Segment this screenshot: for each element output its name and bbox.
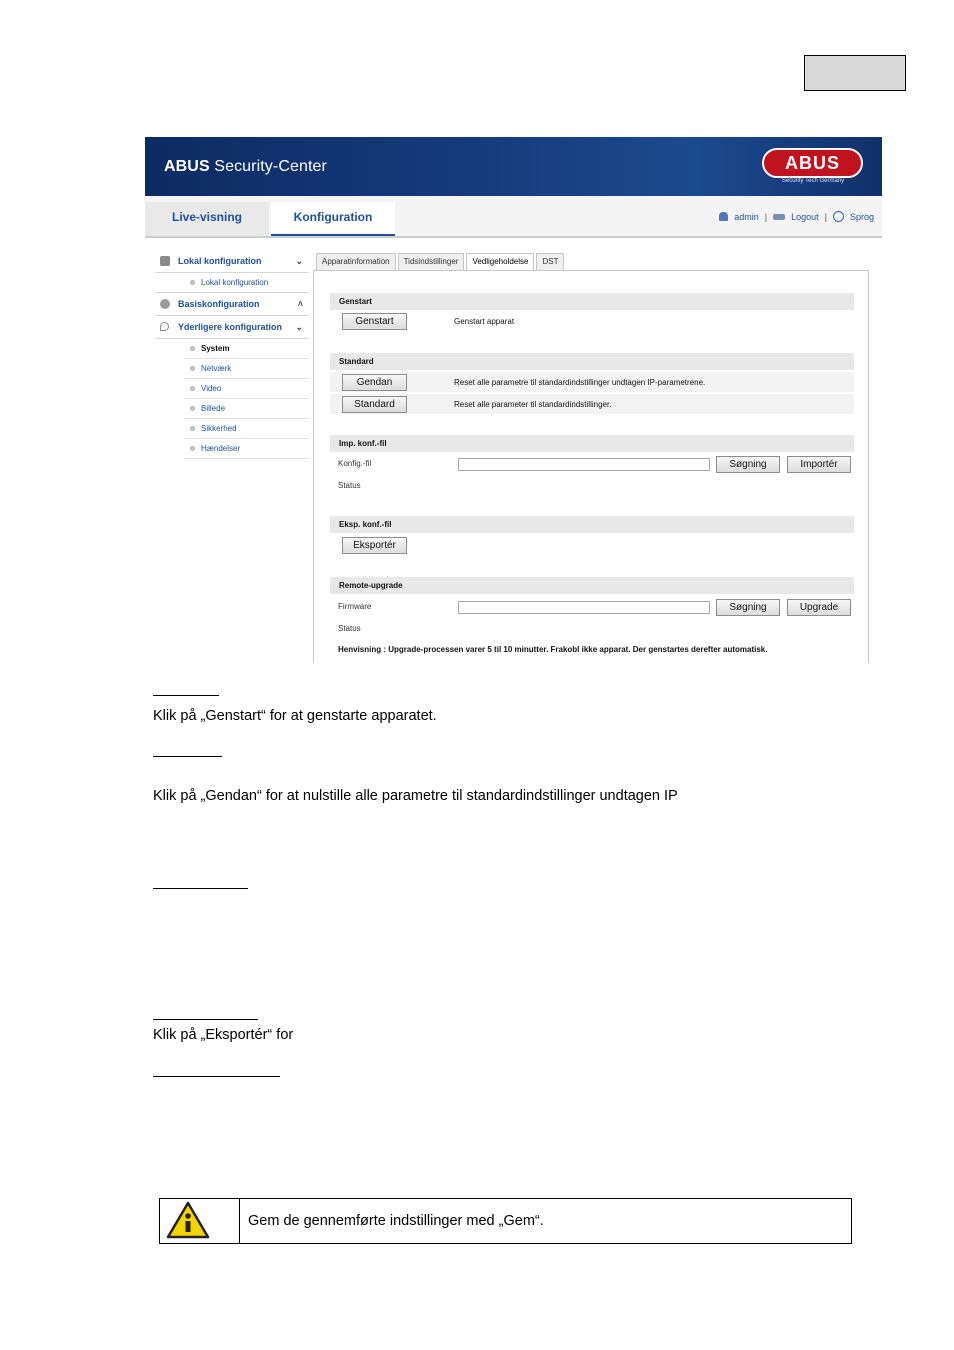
- heading-underline: [153, 756, 222, 757]
- logout-icon: [773, 214, 785, 220]
- upgrade-note: Henvisning : Upgrade-processen varer 5 til 10 minutter. Frakobl ikke apparat. Der genstartes derefter automatisk.: [338, 645, 768, 654]
- upgrade-status-label: Status: [338, 624, 361, 633]
- genstart-button[interactable]: Genstart: [342, 313, 407, 330]
- menu-basiskonfiguration[interactable]: [155, 292, 309, 316]
- section-import-config: Imp. konf.-fil: [330, 435, 854, 452]
- menu-label: Basiskonfiguration: [178, 299, 260, 309]
- tab-live-view[interactable]: Live-visning: [145, 202, 269, 236]
- monitor-icon: [160, 256, 170, 266]
- chevron-down-icon: ⌄: [295, 322, 303, 332]
- info-icon-cell: [160, 1199, 240, 1243]
- screenshot-frame: [145, 137, 882, 663]
- content-area: [313, 252, 869, 663]
- tab-configuration[interactable]: Konfiguration: [271, 202, 395, 236]
- section-export-config: Eksp. konf.-fil: [330, 516, 854, 533]
- config-file-label: Konfig.-fil: [338, 459, 372, 468]
- tab-apparatinformation[interactable]: Apparatinformation: [316, 253, 396, 271]
- maintenance-panel: [313, 270, 869, 663]
- abus-logo: ABUS: [762, 148, 863, 178]
- import-button[interactable]: Importér: [787, 456, 851, 473]
- heading-underline: [153, 888, 248, 889]
- standard-description: Reset alle parameter til standardindstillinger.: [454, 400, 612, 409]
- import-status-label: Status: [338, 481, 361, 490]
- section-standard: Standard: [330, 353, 854, 370]
- firmware-search-button[interactable]: Søgning: [716, 599, 780, 616]
- sidebar-item-netvaerk[interactable]: Netværk: [184, 359, 309, 379]
- heading-underline: [153, 1019, 258, 1020]
- language-link[interactable]: Sprog: [849, 211, 874, 222]
- separator: |: [764, 211, 768, 222]
- paragraph-genstart: Klik på „Genstart“ for at genstarte apparatet.: [153, 708, 437, 724]
- sidebar-item-lokal-konfiguration[interactable]: Lokal konfiguration: [184, 273, 309, 292]
- sidebar-menu: [155, 250, 309, 459]
- section-remote-upgrade: Remote-upgrade: [330, 577, 854, 594]
- tab-vedligeholdelse[interactable]: Vedligeholdelse: [466, 253, 534, 271]
- wrench-icon: [160, 322, 169, 331]
- menu-label: Lokal konfiguration: [178, 256, 262, 266]
- firmware-label: Firmware: [338, 602, 372, 611]
- abus-tagline: Security Tech Germany: [781, 178, 845, 184]
- gendan-button[interactable]: Gendan: [342, 374, 407, 391]
- top-navigation: [145, 196, 882, 237]
- gendan-description: Reset alle parametre til standardindstillinger undtagen IP-parametrene.: [454, 378, 706, 387]
- sidebar-item-billede[interactable]: Billede: [184, 399, 309, 419]
- warning-info-icon: [166, 1201, 210, 1239]
- language-label-box: [804, 55, 906, 91]
- chevron-up-icon: ˄: [297, 299, 303, 309]
- user-name: admin: [734, 211, 759, 222]
- divider: [145, 237, 882, 238]
- paragraph-eksporter: Klik på „Eksportér“ for: [153, 1027, 294, 1043]
- sidebar-item-video[interactable]: Video: [184, 379, 309, 399]
- heading-underline: [153, 1076, 280, 1077]
- menu-yderligere-konfiguration[interactable]: [155, 316, 309, 339]
- header-banner: [145, 137, 882, 196]
- menu-label: Yderligere konfiguration: [178, 322, 283, 332]
- logout-link[interactable]: Logout: [791, 211, 819, 222]
- chevron-down-icon: ⌄: [295, 256, 303, 266]
- tab-tidsindstillinger[interactable]: Tidsindstillinger: [398, 253, 465, 271]
- config-file-input[interactable]: [458, 458, 710, 471]
- separator: |: [824, 211, 827, 222]
- sidebar-item-haendelser[interactable]: Hændelser: [184, 439, 309, 459]
- tab-dst[interactable]: DST: [536, 253, 564, 271]
- sidebar-item-sikkerhed[interactable]: Sikkerhed: [184, 419, 309, 439]
- content-tabs: [316, 253, 566, 270]
- paragraph-gendan: Klik på „Gendan“ for at nulstille alle parametre til standardindstillinger undtagen IP: [153, 788, 678, 804]
- upgrade-button[interactable]: Upgrade: [787, 599, 851, 616]
- sidebar-item-system[interactable]: System: [184, 339, 309, 359]
- export-button[interactable]: Eksportér: [342, 537, 407, 554]
- heading-underline: [153, 695, 219, 696]
- user-icon: [719, 212, 728, 221]
- user-area: [719, 211, 874, 222]
- config-search-button[interactable]: Søgning: [716, 456, 780, 473]
- menu-lokal-konfiguration[interactable]: [155, 250, 309, 273]
- app-title: ABUS Security-Center: [164, 158, 327, 175]
- standard-button[interactable]: Standard: [342, 396, 407, 413]
- info-note-table: [159, 1198, 852, 1244]
- globe-icon: [833, 211, 844, 222]
- genstart-description: Genstart apparat: [454, 317, 515, 326]
- disk-icon: [160, 299, 170, 309]
- firmware-file-input[interactable]: [458, 601, 710, 614]
- section-genstart: Genstart: [330, 293, 854, 310]
- info-text: Gem de gennemførte indstillinger med „Gem“.: [248, 1213, 544, 1229]
